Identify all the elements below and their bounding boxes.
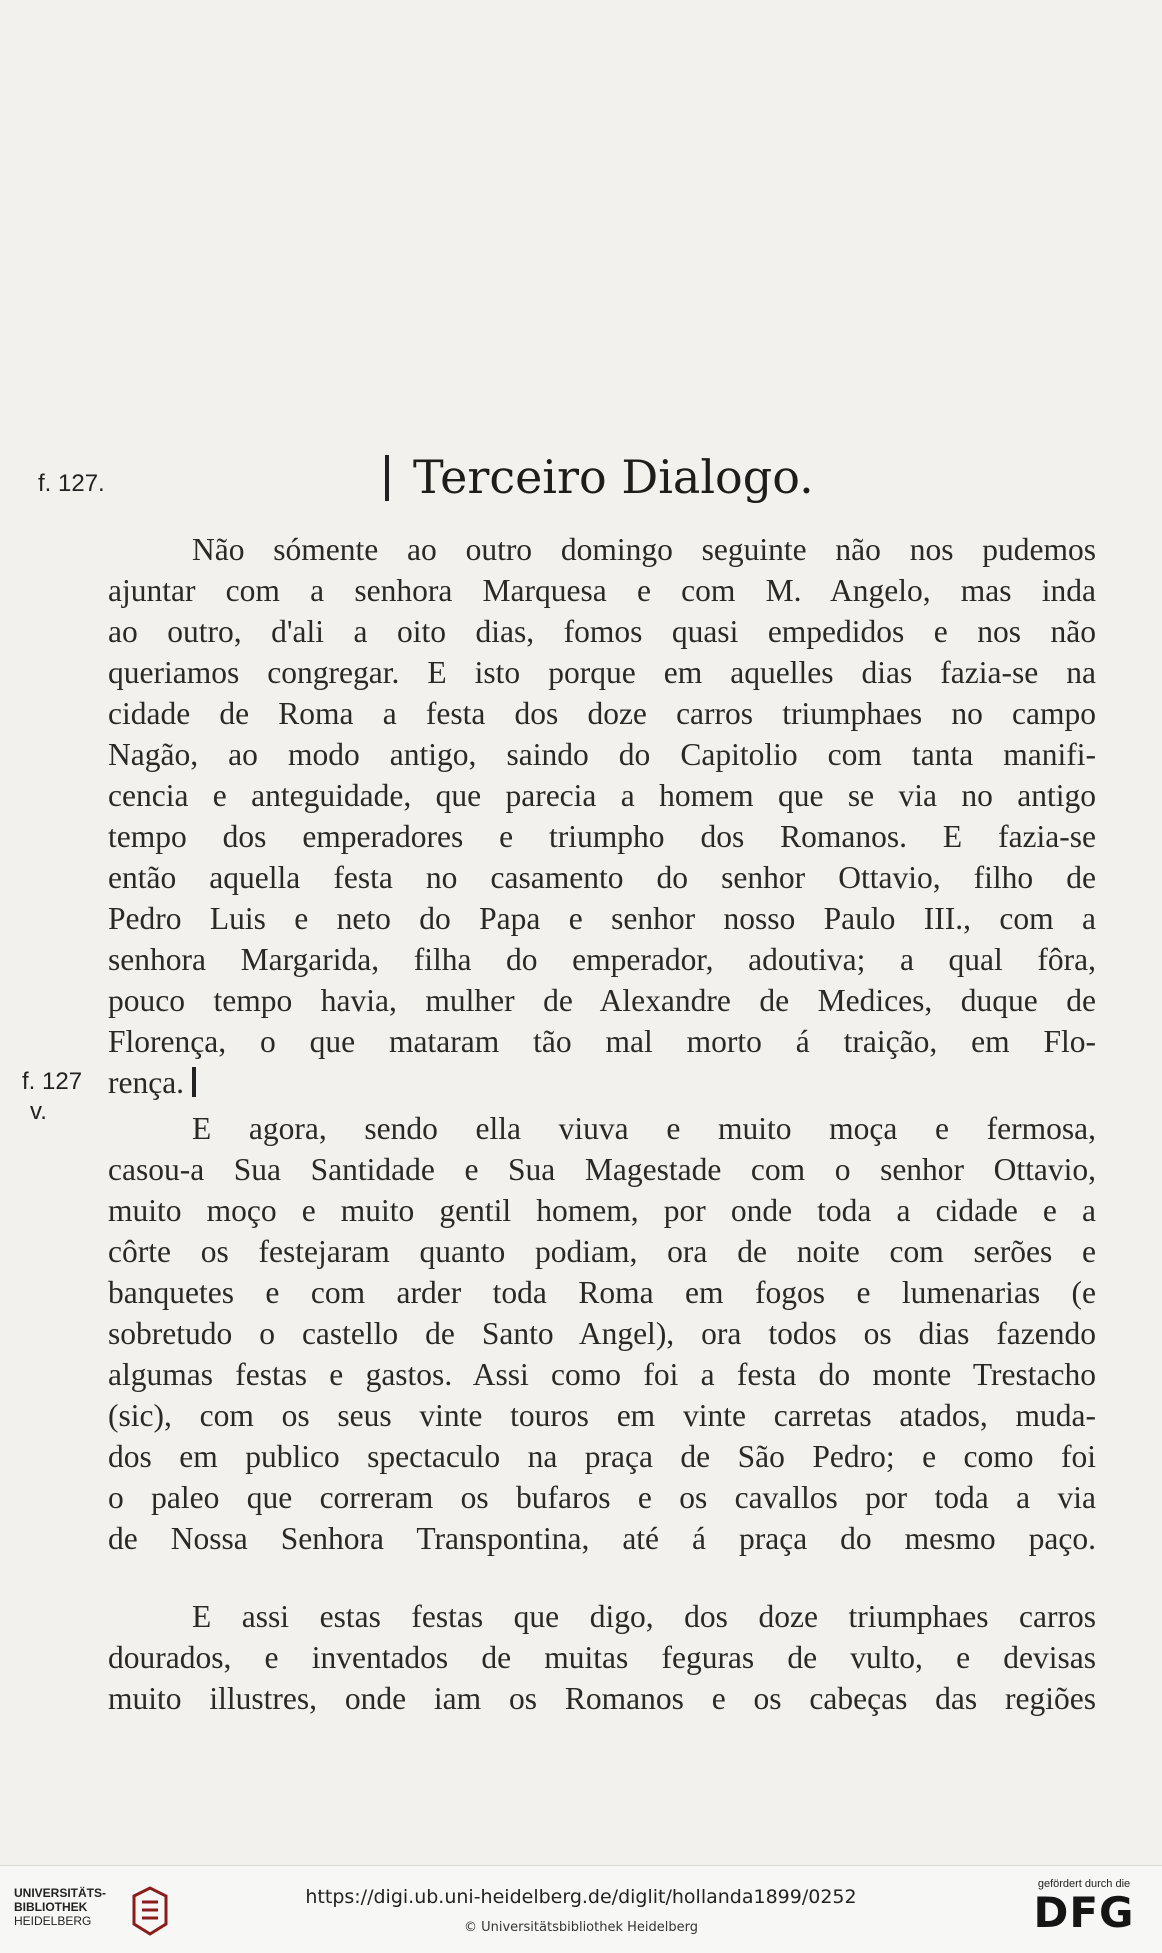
- text-line-last: [108, 1065, 1096, 1103]
- text-line: Pedro Luis e neto do Papa e senhor nosso Paulo III., com a: [108, 901, 1096, 936]
- text-line: o paleo que correram os bufaros e os cavallos por toda a via: [108, 1480, 1096, 1515]
- text-line: E agora, sendo ella viuva e muito moça e fermosa,: [192, 1111, 1096, 1146]
- dfg-logo-text: DFG: [1033, 1888, 1135, 1937]
- sponsor-caption: gefördert durch die: [1037, 1878, 1131, 1890]
- text-line: algumas festas e gastos. Assi como foi a festa do monte Trestacho: [108, 1357, 1096, 1392]
- text-line: ao outro, d'ali a oito dias, fomos quasi empedidos e nos não: [108, 614, 1096, 649]
- text-line: Florença, o que mataram tão mal morto á traição, em Flo-: [108, 1024, 1096, 1059]
- library-name-line: HEIDELBERG: [14, 1914, 92, 1928]
- text-line: côrte os festejaram quanto podiam, ora de noite com serões e: [108, 1234, 1096, 1269]
- text-line: cencia e anteguidade, que parecia a homem que se via no antigo: [108, 778, 1096, 813]
- folio-note-127: f. 127.: [38, 470, 105, 497]
- permalink-url[interactable]: https://digi.ub.uni-heidelberg.de/diglit/hollanda1899/0252: [305, 1886, 857, 1908]
- heading-text: Terceiro Dialogo.: [413, 450, 814, 504]
- text-line: muito moço e muito gentil homem, por onde toda a cidade e a: [108, 1193, 1096, 1228]
- text-line: dourados, e inventados de muitas feguras de vulto, e devisas: [108, 1640, 1096, 1675]
- text-line: banquetes e com arder toda Roma em fogos e lumenarias (e: [108, 1275, 1096, 1310]
- text-line-text: rença.: [108, 1065, 185, 1100]
- copyright-notice: © Universitätsbibliothek Heidelberg: [463, 1920, 698, 1935]
- text-line: tempo dos emperadores e triumpho dos Romanos. E fazia-se: [108, 819, 1096, 854]
- dfg-sponsor-logo[interactable]: [1024, 1878, 1144, 1944]
- text-line: de Nossa Senhora Transpontina, até á praça do mesmo paço.: [108, 1521, 1096, 1556]
- folio-break-mark: [385, 455, 389, 501]
- text-line: muito illustres, onde iam os Romanos e os cabeças das regiões: [108, 1681, 1096, 1716]
- text-line: (sic), com os seus vinte touros em vinte carretas atados, muda-: [108, 1398, 1096, 1433]
- text-line: ajuntar com a senhora Marquesa e com M. Angelo, mas inda: [108, 573, 1096, 608]
- library-name-line: UNIVERSITÄTS-: [14, 1886, 107, 1900]
- text-line: Nagão, ao modo antigo, saindo do Capitolio com tanta manifi-: [108, 737, 1096, 772]
- text-line: senhora Margarida, filha do emperador, adoutiva; a qual fôra,: [108, 942, 1096, 977]
- text-line: dos em publico spectaculo na praça de São Pedro; e como foi: [108, 1439, 1096, 1474]
- folio-break-mark: [192, 1067, 196, 1097]
- viewer-footer: [0, 1865, 1162, 1953]
- section-heading: [385, 450, 814, 504]
- text-line: sobretudo o castello de Santo Angel), ora todos os dias fazendo: [108, 1316, 1096, 1351]
- text-line: pouco tempo havia, mulher de Alexandre de Medices, duque de: [108, 983, 1096, 1018]
- library-name-line: BIBLIOTHEK: [14, 1900, 88, 1914]
- text-line: queriamos congregar. E isto porque em aquelles dias fazia-se na: [108, 655, 1096, 690]
- text-line: casou-a Sua Santidade e Sua Magestade com o senhor Ottavio,: [108, 1152, 1096, 1187]
- text-line: Não sómente ao outro domingo seguinte não nos pudemos: [192, 532, 1096, 567]
- text-line: cidade de Roma a festa dos doze carros triumphaes no campo: [108, 696, 1096, 731]
- text-line: então aquella festa no casamento do senhor Ottavio, filho de: [108, 860, 1096, 895]
- folio-note-127v-suffix: v.: [30, 1098, 47, 1125]
- folio-note-127v: f. 127: [22, 1068, 83, 1095]
- text-line: E assi estas festas que digo, dos doze triumphaes carros: [192, 1599, 1096, 1634]
